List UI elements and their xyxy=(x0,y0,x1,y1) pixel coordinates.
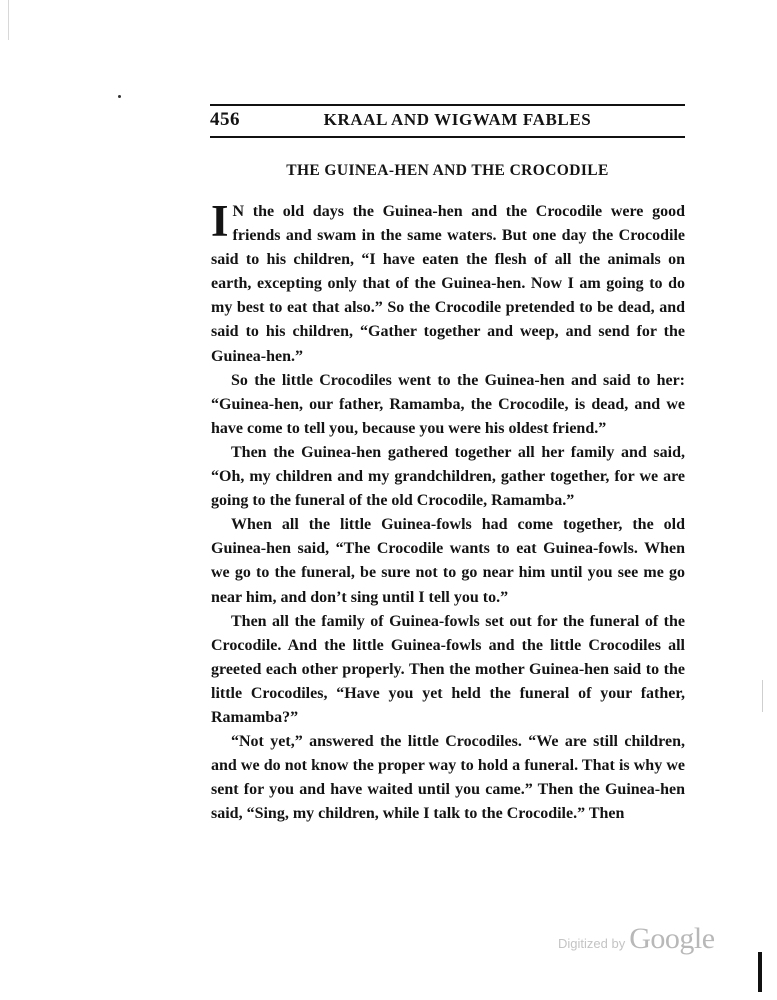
paragraph-4: When all the little Guinea-fowls had come together, the old Guinea-hen said, “The Crocodile wants to eat Guinea-fowls. When we go to the funeral, be sure not to go near him until you see me go near him, and don’t sing until I tell you to.” xyxy=(211,516,685,606)
running-title: KRAAL AND WIGWAM FABLES xyxy=(323,110,592,129)
digitized-label: Digitized by xyxy=(558,936,626,951)
scan-edge-mark xyxy=(8,0,9,40)
paragraph-1-text: N the old days the Guinea-hen and the Crocodile were good friends and swam in the same waters. But one day the Crocodile said to his children, “I have eaten the flesh of all the animals on earth, excepting only that of the Guinea-hen. Now I am going to do my best to eat that also.” So the Crocodile pretended to be dead, and said to his children, “Gather together and weep, and send for the Guinea-hen.” xyxy=(211,203,685,365)
paragraph-6: “Not yet,” answered the little Crocodiles. “We are still children, and we do not know the proper way to hold a funeral. That is why we sent for you and have waited until you came.” Then the Guinea-hen said, “Sing, my children, while I talk to the Crocodile.” Then xyxy=(211,733,685,823)
scan-edge-tick xyxy=(762,680,763,712)
digitized-by-watermark xyxy=(558,922,715,956)
scan-speck xyxy=(118,95,121,98)
story-body xyxy=(211,196,685,826)
scan-edge-bar xyxy=(758,952,762,992)
google-logo: Google xyxy=(629,922,715,955)
drop-cap: I xyxy=(211,196,229,246)
page-number: 456 xyxy=(210,109,240,130)
paragraph-1 xyxy=(211,196,685,369)
story-title: THE GUINEA-HEN AND THE CROCODILE xyxy=(286,162,609,179)
paragraph-5: Then all the family of Guinea-fowls set out for the funeral of the Crocodile. And the little Guinea-fowls and the little Crocodiles all greeted each other properly. Then the mother Guinea-hen said to the little Crocodiles, “Have you yet held the funeral of your father, Ramamba?” xyxy=(211,612,685,726)
paragraph-2: So the little Crocodiles went to the Guinea-hen and said to her: “Guinea-hen, our father, Ramamba, the Crocodile, is dead, and we have come to tell you, because you were his oldest friend.” xyxy=(211,371,685,437)
page-header xyxy=(210,104,685,138)
paragraph-3: Then the Guinea-hen gathered together all her family and said, “Oh, my children and my grandchildren, gather together, for we are going to the funeral of the old Crocodile, Ramamba.” xyxy=(211,443,685,510)
